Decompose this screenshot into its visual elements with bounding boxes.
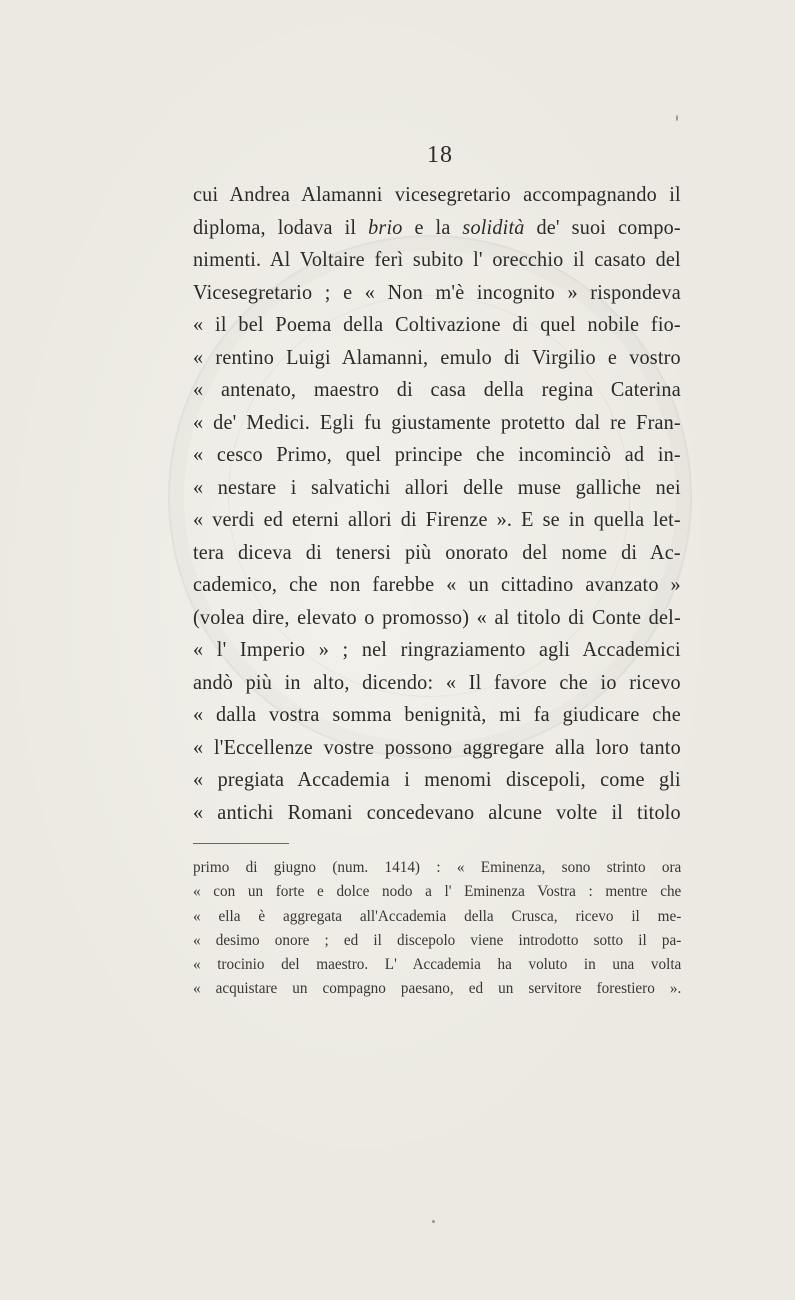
footnote-line: « trocinio del maestro. L' Accademia ha voluto in una volta	[193, 956, 682, 974]
text-line: « il bel Poema della Coltivazione di quel nobile fio-	[193, 312, 681, 336]
text-line: « rentino Luigi Alamanni, emulo di Virgilio e vostro	[193, 344, 681, 369]
paper-fleck	[676, 115, 678, 121]
paper-fleck	[432, 1220, 435, 1223]
text-line: Vicesegretario ; e « Non m'è incognito » rispondeva	[193, 279, 681, 304]
main-text	[193, 178, 681, 828]
text-line: tera diceva di tenersi più onorato del nome di Ac-	[193, 539, 681, 564]
text-line: (volea dire, elevato o promosso) « al titolo di Conte del-	[193, 604, 681, 629]
footnote	[193, 856, 681, 1002]
text-line: « pregiata Accademia i menomi discepoli, come gli	[193, 767, 681, 791]
text-line: cui Andrea Alamanni vicesegretario accompagnando il	[193, 182, 681, 206]
text-line: « antichi Romani concedevano alcune volte il titolo	[193, 799, 681, 824]
text-line: andò più in alto, dicendo: « Il favore che io ricevo	[193, 669, 681, 694]
text-line: « antenato, maestro di casa della regina Caterina	[193, 377, 681, 401]
text-line: nimenti. Al Voltaire ferì subito l' orecchio il casato del	[193, 247, 681, 271]
text-line: « verdi ed eterni allori di Firenze ». E se in quella let-	[193, 507, 681, 531]
text-line: « de' Medici. Egli fu giustamente protetto dal re Fran-	[193, 409, 681, 434]
text-line: « cesco Primo, quel principe che incominciò ad in-	[193, 442, 681, 466]
text-line: « l'Eccellenze vostre possono aggregare alla loro tanto	[193, 734, 681, 759]
footnote-separator	[193, 843, 289, 844]
footnote-line: « con un forte e dolce nodo a l' Eminenza Vostra : mentre che	[193, 883, 682, 901]
text-line: « dalla vostra somma benignità, mi fa giudicare che	[193, 702, 681, 726]
text-line: « l' Imperio » ; nel ringraziamento agli Accademici	[193, 637, 681, 661]
footnote-line: primo di giugno (num. 1414) : « Eminenza, sono strinto ora	[193, 859, 682, 876]
text-line: diploma, lodava il brio e la solidità de' suoi compo-	[193, 214, 681, 239]
footnote-line: « ella è aggregata all'Accademia della Crusca, ricevo il me-	[193, 907, 682, 925]
page-number: 18	[427, 142, 453, 168]
text-line: « nestare i salvatichi allori delle muse galliche nei	[193, 474, 681, 499]
footnote-line: « desimo onore ; ed il discepolo viene introdotto sotto il pa-	[193, 931, 682, 949]
footnote-line: « acquistare un compagno paesano, ed un servitore forestiero ».	[193, 980, 682, 998]
text-line: cademico, che non farebbe « un cittadino avanzato »	[193, 572, 681, 596]
